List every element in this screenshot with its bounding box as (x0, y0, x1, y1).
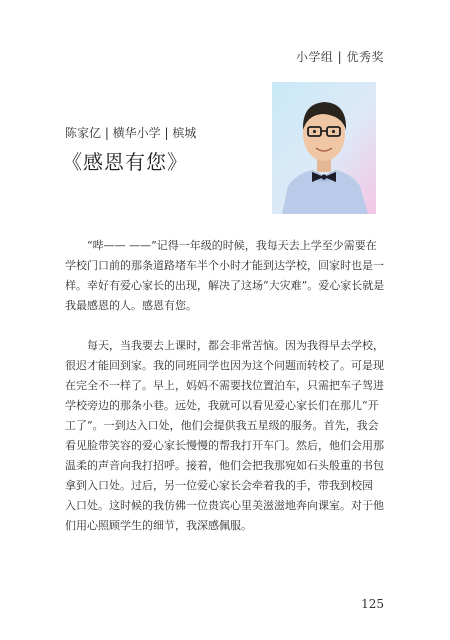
author-info: 陈家亿 | 横华小学 | 槟城 (65, 126, 197, 140)
category-award-tag: 小学组 | 优秀奖 (295, 50, 384, 64)
text-line: 温柔的声音向我打招呼。接着，他们会把我那宛如石头般重的书包 (65, 459, 384, 472)
text-line: 拿到入口处。过后，另一位爱心家长会牵着我的手，带我到校园 (65, 479, 373, 492)
text-line: “哔—— ——”记得一年级的时候，我每天去上学至少需要在 (65, 239, 377, 252)
text-line: 很迟才能回到家。我的同班同学也因为这个问题而转校了。可是现 (65, 359, 384, 372)
paragraph-1 (65, 236, 387, 316)
text-line: 看见脸带笑容的爱心家长慢慢的帮我打开车门。然后，他们会用那 (65, 439, 384, 452)
text-line: 学校旁边的那条小巷。远处，我就可以看见爱心家长们在那儿“开 (65, 399, 379, 412)
text-line: 学校门口前的那条道路堵车半个小时才能到达学校，回家时也是一 (65, 259, 384, 272)
text-line: 我最感恩的人。感恩有您。 (65, 299, 197, 312)
text-line: 入口处。这时候的我仿佛一位贵宾心里美滋滋地奔向课室。对于他 (65, 499, 384, 512)
text-line: 们用心照顾学生的细节，我深感佩服。 (65, 519, 252, 532)
essay-title: 《感恩有您》 (62, 150, 188, 174)
text-line: 在完全不一样了。早上，妈妈不需要找位置泊车，只需把车子驾进 (65, 379, 384, 392)
text-line: 工了”。一到达入口处，他们会提供我五星级的服务。首先，我会 (65, 419, 379, 432)
paragraph-2 (65, 336, 387, 536)
text-line: 样。幸好有爱心家长的出现，解决了这场“大灾难”。爱心家长就是 (65, 279, 385, 292)
page-number: 125 (361, 597, 384, 611)
author-photo (272, 82, 376, 214)
text-line: 每天，当我要去上课时，都会非常苦恼。因为我得早去学校， (65, 339, 384, 352)
